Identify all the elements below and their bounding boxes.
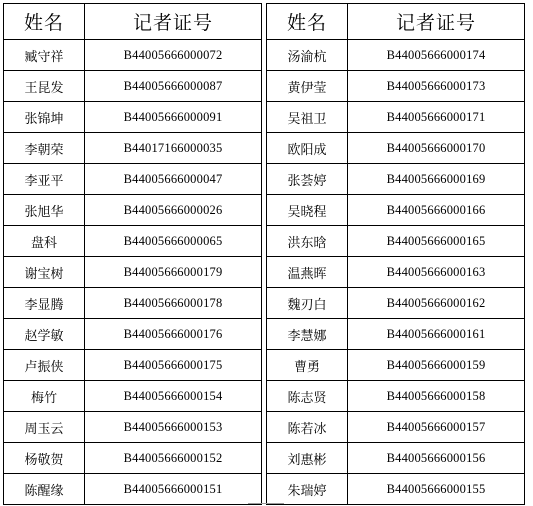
press-card-number-cell: B44005666000176: [85, 319, 262, 350]
table-row: [4, 381, 262, 412]
table-row: [4, 40, 262, 71]
table-row: [267, 195, 525, 226]
reporter-name-cell: 洪东晗: [267, 226, 348, 257]
press-card-number-cell: B44005666000163: [348, 257, 525, 288]
press-card-number-cell: B44005666000152: [85, 443, 262, 474]
table-row: [267, 474, 525, 505]
reporter-name-cell: 曹勇: [267, 350, 348, 381]
press-card-number-cell: B44005666000175: [85, 350, 262, 381]
id-column-header: 记者证号: [348, 4, 525, 40]
page-divider: [248, 503, 284, 504]
table-row: [267, 288, 525, 319]
table-row: [4, 226, 262, 257]
id-column-header: 记者证号: [85, 4, 262, 40]
press-card-number-cell: B44005666000047: [85, 164, 262, 195]
reporter-name-cell: 谢宝树: [4, 257, 85, 288]
reporter-name-cell: 欧阳成: [267, 133, 348, 164]
reporter-name-cell: 温燕晖: [267, 257, 348, 288]
reporter-name-cell: 杨敬贺: [4, 443, 85, 474]
table-row: [267, 226, 525, 257]
reporter-name-cell: 汤渝杭: [267, 40, 348, 71]
table-row: [4, 257, 262, 288]
press-card-number-cell: B44005666000151: [85, 474, 262, 505]
reporter-name-cell: 刘惠彬: [267, 443, 348, 474]
right-roster-body: [267, 40, 525, 505]
table-row: [267, 71, 525, 102]
name-column-header: 姓名: [4, 4, 85, 40]
left-roster-body: [4, 40, 262, 505]
header-row: [4, 4, 262, 40]
press-card-number-cell: B44005666000162: [348, 288, 525, 319]
press-card-number-cell: B44005666000171: [348, 102, 525, 133]
reporter-name-cell: 陈志贤: [267, 381, 348, 412]
press-card-number-cell: B44005666000072: [85, 40, 262, 71]
reporter-name-cell: 梅竹: [4, 381, 85, 412]
reporter-name-cell: 黄伊莹: [267, 71, 348, 102]
table-row: [267, 412, 525, 443]
press-card-number-cell: B44005666000174: [348, 40, 525, 71]
name-column-header: 姓名: [267, 4, 348, 40]
press-card-number-cell: B44005666000157: [348, 412, 525, 443]
reporter-name-cell: 盘科: [4, 226, 85, 257]
press-card-number-cell: B44017166000035: [85, 133, 262, 164]
table-row: [4, 102, 262, 133]
press-card-number-cell: B44005666000178: [85, 288, 262, 319]
reporter-name-cell: 赵学敏: [4, 319, 85, 350]
reporter-name-cell: 李亚平: [4, 164, 85, 195]
reporter-name-cell: 陈醒缘: [4, 474, 85, 505]
press-card-number-cell: B44005666000153: [85, 412, 262, 443]
press-card-number-cell: B44005666000026: [85, 195, 262, 226]
press-card-number-cell: B44005666000165: [348, 226, 525, 257]
press-card-number-cell: B44005666000158: [348, 381, 525, 412]
table-row: [267, 381, 525, 412]
reporter-name-cell: 魏刃白: [267, 288, 348, 319]
table-row: [267, 164, 525, 195]
reporter-name-cell: 王昆发: [4, 71, 85, 102]
reporter-name-cell: 李显腾: [4, 288, 85, 319]
table-row: [267, 133, 525, 164]
right-roster-table: [266, 3, 525, 505]
table-row: [267, 40, 525, 71]
reporter-name-cell: 卢振侠: [4, 350, 85, 381]
press-card-number-cell: B44005666000155: [348, 474, 525, 505]
table-row: [4, 133, 262, 164]
reporter-name-cell: 李慧娜: [267, 319, 348, 350]
table-row: [267, 443, 525, 474]
reporter-name-cell: 周玉云: [4, 412, 85, 443]
press-card-number-cell: B44005666000154: [85, 381, 262, 412]
press-card-number-cell: B44005666000173: [348, 71, 525, 102]
header-row: [267, 4, 525, 40]
table-row: [267, 257, 525, 288]
left-roster-table: [3, 3, 262, 505]
table-row: [267, 350, 525, 381]
press-card-number-cell: B44005666000087: [85, 71, 262, 102]
press-card-number-cell: B44005666000161: [348, 319, 525, 350]
table-row: [267, 102, 525, 133]
press-card-number-cell: B44005666000065: [85, 226, 262, 257]
reporter-name-cell: 张锦坤: [4, 102, 85, 133]
table-row: [4, 71, 262, 102]
press-card-number-cell: B44005666000170: [348, 133, 525, 164]
reporter-name-cell: 吴祖卫: [267, 102, 348, 133]
roster-tables: [3, 3, 525, 505]
table-row: [4, 288, 262, 319]
reporter-name-cell: 陈若冰: [267, 412, 348, 443]
reporter-name-cell: 臧守祥: [4, 40, 85, 71]
reporter-name-cell: 张旭华: [4, 195, 85, 226]
table-row: [4, 412, 262, 443]
table-row: [4, 474, 262, 505]
table-row: [4, 319, 262, 350]
table-row: [4, 195, 262, 226]
reporter-name-cell: 吴晓程: [267, 195, 348, 226]
table-row: [4, 350, 262, 381]
press-card-number-cell: B44005666000169: [348, 164, 525, 195]
reporter-name-cell: 李朝荣: [4, 133, 85, 164]
table-row: [4, 443, 262, 474]
press-card-number-cell: B44005666000091: [85, 102, 262, 133]
press-card-number-cell: B44005666000159: [348, 350, 525, 381]
press-card-number-cell: B44005666000166: [348, 195, 525, 226]
table-row: [267, 319, 525, 350]
press-card-number-cell: B44005666000156: [348, 443, 525, 474]
reporter-name-cell: 朱瑞婷: [267, 474, 348, 505]
reporter-name-cell: 张荟婷: [267, 164, 348, 195]
table-row: [4, 164, 262, 195]
press-card-number-cell: B44005666000179: [85, 257, 262, 288]
